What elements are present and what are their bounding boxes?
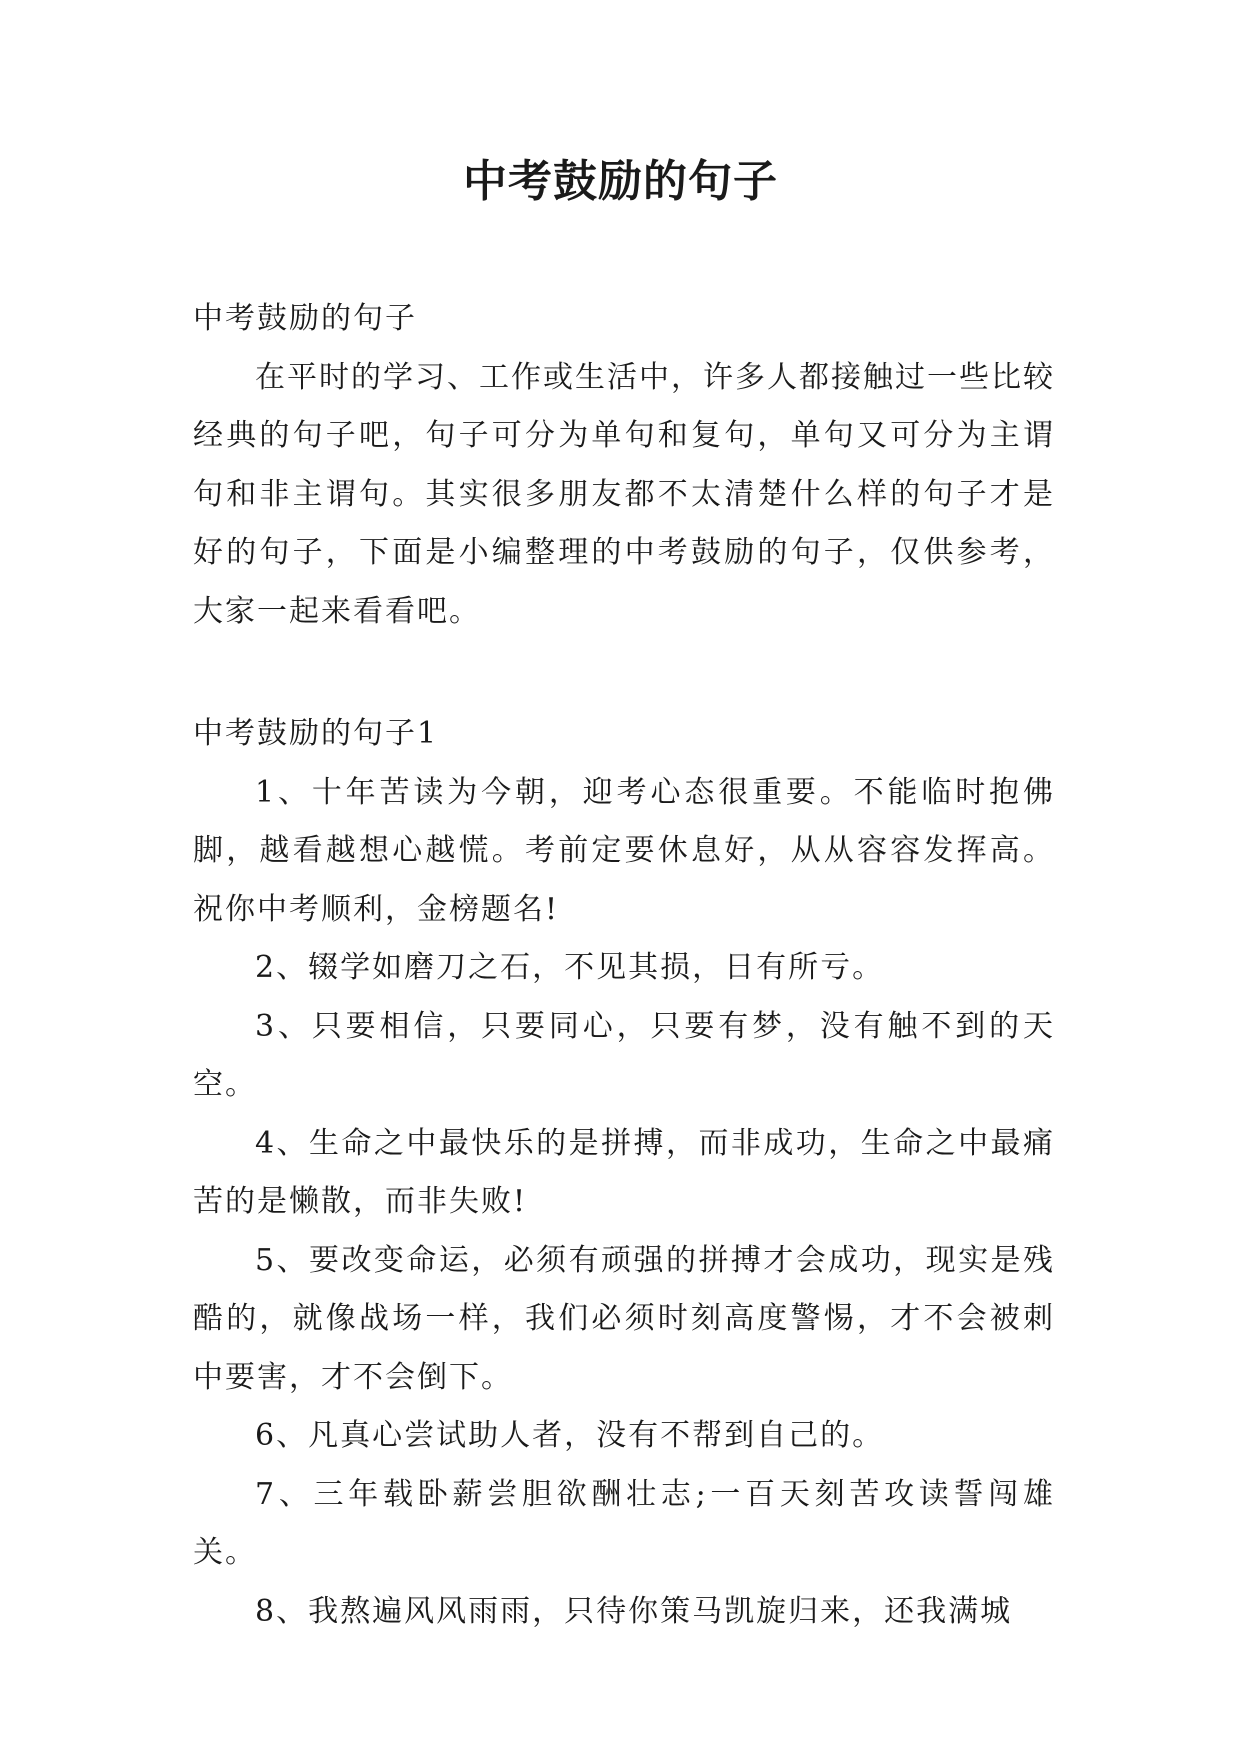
quote-item-6: 6、凡真心尝试助人者，没有不帮到自己的。: [255, 1418, 885, 1453]
intro-paragraph: 在平时的学习、工作或生活中，许多人都接触过一些比较经典的句子吧，句子可分为单句和复句，单句又可分为主谓句和非主谓句。其实很多朋友都不太清楚什么样的句子才是好的句子，下面是小编整理的中考鼓励的句子，仅供参考，大家一起来看看吧。: [193, 359, 1055, 629]
section-title: 中考鼓励的句子1: [193, 716, 439, 751]
quote-item-4: 4、生命之中最快乐的是拼搏，而非成功，生命之中最痛苦的是懒散，而非失败!: [193, 1125, 1055, 1219]
document-body: [193, 290, 1055, 1641]
quote-item-8: 8、我熬遍风风雨雨，只待你策马凯旋归来，还我满城: [255, 1593, 1013, 1629]
quote-item-2: 2、辍学如磨刀之石，不见其损，日有所亏。: [255, 950, 885, 985]
quote-item-7: 7、三年载卧薪尝胆欲酬壮志;一百天刻苦攻读誓闯雄关。: [193, 1476, 1055, 1570]
quote-item-1: 1、十年苦读为今朝，迎考心态很重要。不能临时抱佛脚，越看越想心越慌。考前定要休息好，从从容容发挥高。祝你中考顺利，金榜题名!: [193, 774, 1055, 927]
article-heading: 中考鼓励的句子: [193, 301, 417, 336]
quote-item-5: 5、要改变命运，必须有顽强的拼搏才会成功，现实是残酷的，就像战场一样，我们必须时刻高度警惕，才不会被刺中要害，才不会倒下。: [193, 1242, 1055, 1395]
quote-item-3: 3、只要相信，只要同心，只要有梦，没有触不到的天空。: [193, 1008, 1055, 1102]
section-spacer: [193, 641, 1055, 705]
document-title: 中考鼓励的句子: [463, 156, 778, 207]
